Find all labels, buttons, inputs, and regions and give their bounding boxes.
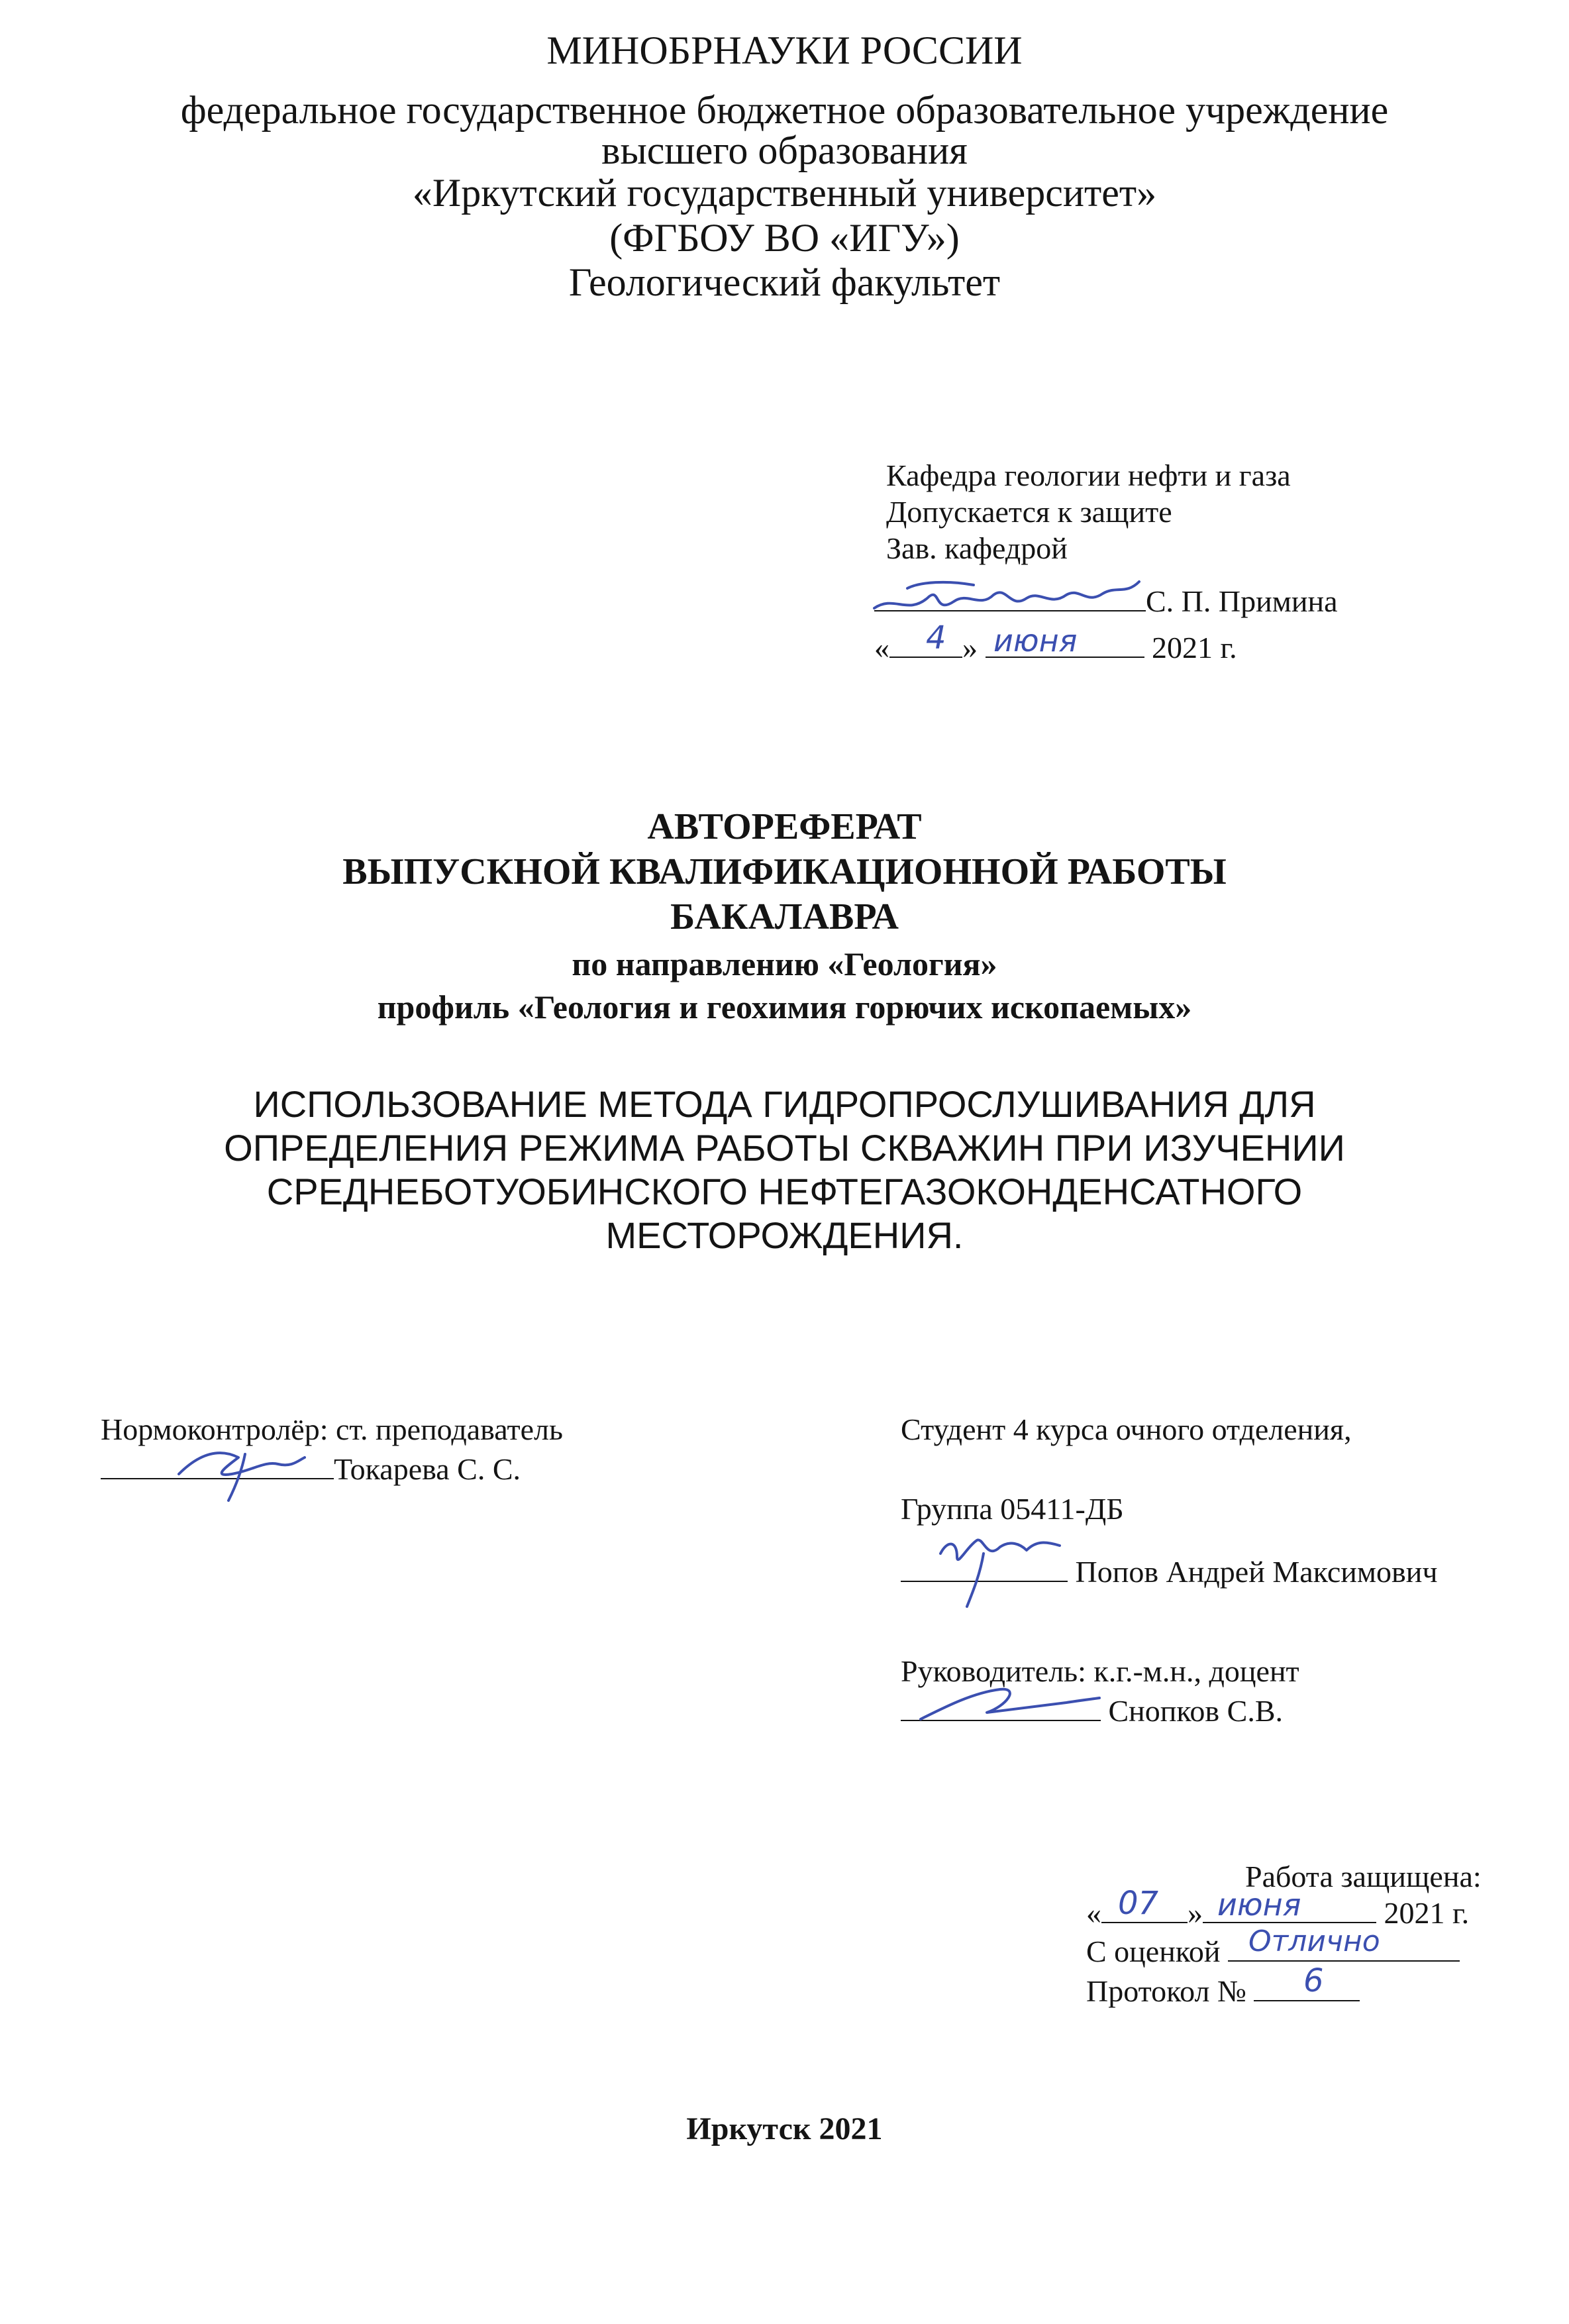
- ministry-heading: МИНОБРНАУКИ РОССИИ: [546, 28, 1023, 72]
- admitted-to-defense: Допускается к защите: [886, 495, 1172, 529]
- university-name: «Иркутский государственный университет»: [412, 171, 1157, 215]
- defense-month-handwritten: июня: [1217, 1887, 1301, 1923]
- supervisor-name: Снопков С.В.: [1108, 1694, 1284, 1728]
- defense-label: Работа защищена:: [1245, 1860, 1482, 1893]
- approval-day-handwritten: 4: [926, 619, 946, 657]
- supervisor-role: Руководитель: к.г.-м.н., доцент: [901, 1654, 1299, 1688]
- head-of-department-title: Зав. кафедрой: [886, 531, 1068, 565]
- title-abstract: АВТОРЕФЕРАТ: [647, 806, 922, 847]
- topic-line-3: СРЕДНЕБОТУОБИНСКОГО НЕФТЕГАЗОКОНДЕНСАТНОГО: [266, 1171, 1303, 1212]
- head-signature: [868, 568, 1152, 628]
- approval-date: « » 2021 г.: [874, 631, 1237, 664]
- defense-day-handwritten: 07: [1118, 1885, 1159, 1922]
- supervisor-signature: [907, 1673, 1106, 1732]
- normcontrol-role: Нормоконтролёр: ст. преподаватель: [101, 1412, 563, 1446]
- defense-date: « » 2021 г.: [1086, 1896, 1470, 1930]
- student-signature: [921, 1527, 1080, 1613]
- normcontrol-name: Токарева С. С.: [334, 1452, 521, 1486]
- student-group: Группа 05411-ДБ: [901, 1492, 1124, 1526]
- direction: по направлению «Геология»: [572, 945, 997, 982]
- title-bachelor: БАКАЛАВРА: [670, 896, 899, 937]
- department-name: Кафедра геологии нефти и газа: [886, 458, 1291, 492]
- title-qualification-work: ВЫПУСКНОЙ КВАЛИФИКАЦИОННОЙ РАБОТЫ: [342, 851, 1227, 892]
- approval-month-handwritten: июня: [993, 623, 1078, 659]
- topic-line-1: ИСПОЛЬЗОВАНИЕ МЕТОДА ГИДРОПРОСЛУШИВАНИЯ ДЛЯ: [253, 1083, 1316, 1125]
- university-abbreviation: (ФГБОУ ВО «ИГУ»): [609, 216, 960, 260]
- profile: профиль «Геология и геохимия горючих ископаемых»: [377, 988, 1192, 1026]
- institution-line-2: высшего образования: [601, 129, 968, 172]
- faculty-name: Геологический факультет: [568, 260, 1001, 304]
- student-course: Студент 4 курса очного отделения,: [901, 1412, 1352, 1446]
- normcontrol-signature: [166, 1434, 311, 1507]
- student-name: Попов Андрей Максимович: [1075, 1555, 1438, 1589]
- topic-line-4: МЕСТОРОЖДЕНИЯ.: [605, 1214, 964, 1256]
- grade-handwritten: Отлично: [1248, 1925, 1380, 1958]
- topic-line-2: ОПРЕДЕЛЕНИЯ РЕЖИМА РАБОТЫ СКВАЖИН ПРИ ИЗУЧЕНИИ: [224, 1127, 1345, 1169]
- institution-line-1: федеральное государственное бюджетное образовательное учреждение: [180, 88, 1389, 132]
- protocol-row: Протокол №: [1086, 1973, 1360, 2009]
- protocol-number-handwritten: 6: [1303, 1962, 1324, 1999]
- head-name: С. П. Примина: [1146, 584, 1338, 618]
- city-year: Иркутск 2021: [686, 2111, 883, 2146]
- grade-row: С оценкой: [1086, 1933, 1460, 1970]
